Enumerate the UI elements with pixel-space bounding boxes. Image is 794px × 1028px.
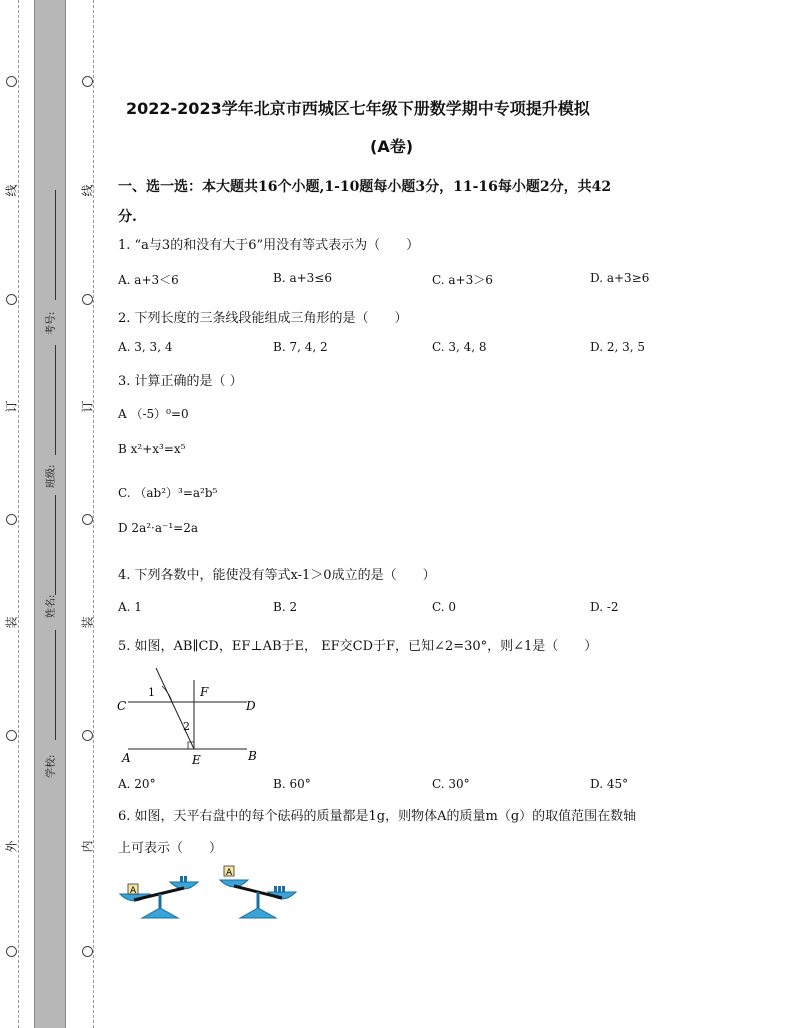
q2-option-b[interactable]: B. 7, 4, 2 bbox=[273, 340, 328, 354]
question-6-line2: 上可表示（ ） bbox=[118, 841, 223, 856]
hole-outer-4 bbox=[6, 730, 17, 741]
question-3: 3. 计算正确的是（ ） bbox=[118, 374, 243, 389]
inner-char-xian: 线 bbox=[80, 184, 95, 197]
label-a: A bbox=[122, 751, 131, 765]
section-heading-line2: 分. bbox=[118, 209, 137, 225]
hole-outer-2 bbox=[6, 294, 17, 305]
outer-char-wai: 外 bbox=[4, 840, 19, 853]
inner-char-ding: 订 bbox=[80, 400, 95, 413]
hole-inner-5 bbox=[82, 946, 93, 957]
label-d: D bbox=[246, 699, 256, 713]
question-2: 2. 下列长度的三条线段能组成三角形的是（ ） bbox=[118, 311, 408, 326]
q4-option-c[interactable]: C. 0 bbox=[432, 600, 457, 614]
label-f: F bbox=[200, 685, 209, 699]
question-4: 4. 下列各数中，能使没有等式x-1＞0成立的是（ ） bbox=[118, 568, 436, 583]
hole-inner-2 bbox=[82, 294, 93, 305]
q2-option-d[interactable]: D. 2, 3, 5 bbox=[590, 340, 645, 354]
inner-char-zhuang: 装 bbox=[80, 616, 95, 629]
inner-char-nei: 内 bbox=[80, 840, 95, 853]
q4-option-d[interactable]: D. -2 bbox=[590, 600, 619, 614]
inner-dash-line bbox=[93, 0, 94, 1028]
question-5: 5. 如图，AB∥CD，EF⊥AB于E， EF交CD于F，已知∠2=30°，则∠1是（ ） bbox=[118, 639, 598, 654]
balance-right bbox=[220, 866, 296, 918]
question-6-line1: 6. 如图，天平右盘中的每个砝码的质量都是1g，则物体A的质量m（g）的取值范围在数轴 bbox=[118, 809, 637, 824]
hole-outer-1 bbox=[6, 76, 17, 87]
figure-5 bbox=[112, 662, 262, 770]
outer-char-zhuang: 装 bbox=[4, 616, 19, 629]
balance-right-box-label: A bbox=[226, 868, 233, 878]
label-c: C bbox=[117, 699, 127, 713]
field-line-kaohao bbox=[55, 190, 56, 300]
q5-option-d[interactable]: D. 45° bbox=[590, 777, 629, 791]
label-angle-1: 1 bbox=[148, 686, 155, 699]
label-b: B bbox=[248, 749, 257, 763]
q3-option-a[interactable]: A （-5）⁰=0 bbox=[118, 407, 189, 421]
q3-option-c[interactable]: C. （ab²）³=a²b⁵ bbox=[118, 486, 218, 500]
hole-outer-5 bbox=[6, 946, 17, 957]
q1-option-a[interactable]: A. a+3＜6 bbox=[118, 273, 179, 287]
hole-outer-3 bbox=[6, 514, 17, 525]
q5-option-c[interactable]: C. 30° bbox=[432, 777, 470, 791]
figure-6-balances bbox=[118, 862, 300, 924]
binding-strip bbox=[34, 0, 66, 1028]
field-line-banji bbox=[55, 345, 56, 455]
page-subtitle: (A卷) bbox=[370, 137, 414, 156]
q1-option-d[interactable]: D. a+3≥6 bbox=[590, 271, 650, 285]
balance-left-box-label: A bbox=[130, 886, 137, 896]
field-banji: 班级: bbox=[46, 464, 57, 488]
q2-option-c[interactable]: C. 3, 4, 8 bbox=[432, 340, 487, 354]
question-1: 1. “a与3的和没有大于6”用没有等式表示为（ ） bbox=[118, 238, 420, 253]
q1-option-c[interactable]: C. a+3＞6 bbox=[432, 273, 493, 287]
field-kaohao: 考号: bbox=[46, 311, 57, 335]
field-line-xingming bbox=[55, 495, 56, 595]
label-e: E bbox=[192, 753, 201, 767]
page-title: 2022-2023学年北京市西城区七年级下册数学期中专项提升模拟 bbox=[126, 99, 590, 118]
section-heading-line1: 一、选一选：本大题共16个小题,1-10题每小题3分，11-16每小题2分，共42 bbox=[118, 179, 612, 195]
q5-option-b[interactable]: B. 60° bbox=[273, 777, 311, 791]
section-heading bbox=[118, 172, 678, 232]
transversal bbox=[156, 668, 194, 749]
q2-option-a[interactable]: A. 3, 3, 4 bbox=[118, 340, 173, 354]
label-angle-2: 2 bbox=[183, 720, 190, 733]
hole-inner-4 bbox=[82, 730, 93, 741]
outer-char-xian: 线 bbox=[4, 184, 19, 197]
q1-option-b[interactable]: B. a+3≤6 bbox=[273, 271, 332, 285]
hole-inner-1 bbox=[82, 76, 93, 87]
balance-left bbox=[120, 876, 198, 918]
outer-char-ding: 订 bbox=[4, 400, 19, 413]
hole-inner-3 bbox=[82, 514, 93, 525]
q4-option-a[interactable]: A. 1 bbox=[118, 600, 142, 614]
q4-option-b[interactable]: B. 2 bbox=[273, 600, 298, 614]
q3-option-d[interactable]: D 2a²·a⁻¹=2a bbox=[118, 521, 198, 535]
q3-option-b[interactable]: B x²+x³=x⁵ bbox=[118, 442, 186, 456]
field-xingming: 姓名: bbox=[46, 594, 57, 618]
field-xuexiao: 学校: bbox=[46, 754, 57, 778]
outer-dash-line bbox=[18, 0, 19, 1028]
field-line-xuexiao bbox=[55, 630, 56, 740]
q5-option-a[interactable]: A. 20° bbox=[118, 777, 156, 791]
